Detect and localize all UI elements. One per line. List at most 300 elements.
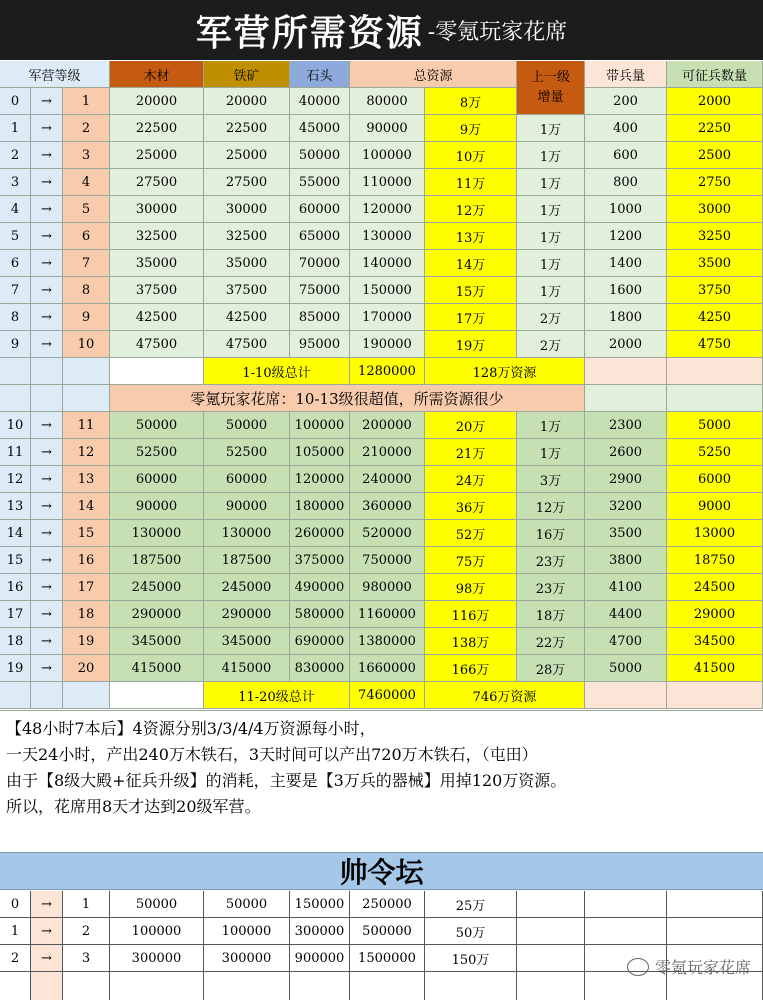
note-line: 一天24小时，产出240万木铁石，3天时间可以产出720万木铁石，（屯田） [6,745,538,764]
row-b-to: 15 [63,520,110,547]
row-a-troops: 1200 [585,223,667,250]
row-b-iron: 130000 [204,520,290,547]
row-a-recruit: 3250 [667,223,763,250]
command-altar-title: 帅令坛 [0,852,763,890]
cmd-row-cell: 50000 [204,891,290,918]
row-b-troops: 3500 [585,520,667,547]
row-b-iron: 50000 [204,412,290,439]
row-a-recruit: 2500 [667,142,763,169]
row-b-arrow: → [31,547,63,574]
row-b-increase: 12万 [517,493,585,520]
row-a-total: 110000 [350,169,425,196]
sum-b-pad [667,682,763,709]
watermark [627,955,751,978]
row-a-arrow: → [31,142,63,169]
row-a-to: 3 [63,142,110,169]
row-a-iron: 30000 [204,196,290,223]
header-increase: 上一级 增量 [517,61,585,115]
row-b-recruit: 29000 [667,601,763,628]
row-b-stone: 580000 [290,601,350,628]
row-a-total: 90000 [350,115,425,142]
row-b-to: 19 [63,628,110,655]
row-a-stone: 45000 [290,115,350,142]
header-iron: 铁矿 [204,61,290,88]
row-b-increase: 1万 [517,412,585,439]
row-b-total-wan: 21万 [425,439,517,466]
row-a-iron: 25000 [204,142,290,169]
sum-a-pad [63,358,110,385]
row-a-wood: 35000 [110,250,204,277]
cmd-row-cell: 900000 [290,945,350,972]
row-b-recruit: 13000 [667,520,763,547]
row-b-total-wan: 20万 [425,412,517,439]
row-b-to: 16 [63,547,110,574]
row-b-arrow: → [31,601,63,628]
row-a-wood: 20000 [110,88,204,115]
row-a-to: 9 [63,304,110,331]
row-a-recruit: 4750 [667,331,763,358]
row-b-from: 17 [0,601,31,628]
row-b-troops: 3800 [585,547,667,574]
row-b-total-wan: 52万 [425,520,517,547]
row-b-from: 11 [0,439,31,466]
banner-pad [0,385,31,412]
cmd-row-cell: 300000 [290,918,350,945]
row-b-total: 210000 [350,439,425,466]
row-a-wood: 47500 [110,331,204,358]
row-b-from: 12 [0,466,31,493]
note-line: 【48小时7本后】4资源分别3/3/4/4万资源每小时， [6,719,376,738]
row-a-stone: 65000 [290,223,350,250]
cmd-row-cell: 50万 [425,918,517,945]
row-b-total: 1660000 [350,655,425,682]
title-main: 军营所需资源 [195,11,424,54]
row-b-to: 12 [63,439,110,466]
row-a-iron: 37500 [204,277,290,304]
row-b-total-wan: 116万 [425,601,517,628]
cmd-row-cell: 2 [63,918,110,945]
row-a-arrow: → [31,223,63,250]
banner-pad [63,385,110,412]
cmd-row-cell: 2 [0,945,31,972]
row-b-arrow: → [31,439,63,466]
row-a-recruit: 3500 [667,250,763,277]
row-b-recruit: 6000 [667,466,763,493]
sum-a-label: 1-10级总计 [204,358,350,385]
row-b-increase: 18万 [517,601,585,628]
row-a-iron: 42500 [204,304,290,331]
row-a-troops: 200 [585,88,667,115]
row-b-stone: 690000 [290,628,350,655]
watermark-text: 零氪玩家花席 [654,958,751,977]
row-a-arrow: → [31,115,63,142]
row-a-arrow: → [31,304,63,331]
row-b-to: 17 [63,574,110,601]
row-b-total-wan: 138万 [425,628,517,655]
row-b-stone: 490000 [290,574,350,601]
row-a-total: 140000 [350,250,425,277]
row-a-stone: 55000 [290,169,350,196]
header-wood: 木材 [110,61,204,88]
cmd-row-cell: → [31,918,63,945]
row-a-total: 120000 [350,196,425,223]
cmd-empty [290,972,350,1000]
row-a-stone: 60000 [290,196,350,223]
note-line: 所以，花席用8天才达到20级军营。 [6,797,261,816]
row-a-troops: 1800 [585,304,667,331]
row-a-increase: 2万 [517,304,585,331]
row-a-total-wan: 15万 [425,277,517,304]
row-a-total-wan: 10万 [425,142,517,169]
row-a-to: 6 [63,223,110,250]
header-level: 军营等级 [0,61,110,88]
row-b-increase: 23万 [517,547,585,574]
row-b-total: 1380000 [350,628,425,655]
row-a-from: 8 [0,304,31,331]
row-b-total: 200000 [350,412,425,439]
row-a-increase: 1万 [517,169,585,196]
row-a-arrow: → [31,196,63,223]
row-b-troops: 2600 [585,439,667,466]
row-b-total: 1160000 [350,601,425,628]
row-a-wood: 42500 [110,304,204,331]
row-b-increase: 1万 [517,439,585,466]
row-b-stone: 180000 [290,493,350,520]
row-b-troops: 4400 [585,601,667,628]
row-a-total-wan: 17万 [425,304,517,331]
cmd-row-cell: 250000 [350,891,425,918]
cmd-row-cell: 100000 [204,918,290,945]
row-a-stone: 50000 [290,142,350,169]
row-a-from: 7 [0,277,31,304]
row-a-wood: 22500 [110,115,204,142]
row-b-wood: 60000 [110,466,204,493]
row-b-to: 20 [63,655,110,682]
sum-b-pad [0,682,31,709]
row-a-stone: 75000 [290,277,350,304]
row-b-from: 15 [0,547,31,574]
cmd-empty [110,972,204,1000]
header-stone: 石头 [290,61,350,88]
cmd-row-cell: 25万 [425,891,517,918]
row-b-iron: 187500 [204,547,290,574]
banner-pad [667,385,763,412]
row-a-total-wan: 8万 [425,88,517,115]
cmd-row-cell: 3 [63,945,110,972]
wechat-icon [627,958,649,976]
row-b-recruit: 34500 [667,628,763,655]
row-a-wood: 37500 [110,277,204,304]
row-a-to: 10 [63,331,110,358]
row-a-recruit: 2750 [667,169,763,196]
row-b-wood: 50000 [110,412,204,439]
row-a-increase: 1万 [517,250,585,277]
row-a-iron: 47500 [204,331,290,358]
row-a-total-wan: 11万 [425,169,517,196]
row-b-troops: 3200 [585,493,667,520]
row-b-from: 14 [0,520,31,547]
row-b-total-wan: 166万 [425,655,517,682]
row-b-arrow: → [31,574,63,601]
row-b-iron: 90000 [204,493,290,520]
row-a-total-wan: 13万 [425,223,517,250]
row-a-total-wan: 12万 [425,196,517,223]
row-a-from: 4 [0,196,31,223]
row-b-total: 240000 [350,466,425,493]
cmd-row-cell [585,918,667,945]
row-a-wood: 32500 [110,223,204,250]
row-a-to: 4 [63,169,110,196]
title-sub: -零氪玩家花席 [427,19,568,45]
sum-a-wan: 128万资源 [425,358,585,385]
row-a-recruit: 3000 [667,196,763,223]
sum-a-pad [0,358,31,385]
row-b-from: 18 [0,628,31,655]
row-b-troops: 4700 [585,628,667,655]
row-b-from: 16 [0,574,31,601]
row-a-total-wan: 19万 [425,331,517,358]
row-b-wood: 90000 [110,493,204,520]
header-recruit: 可征兵数量 [667,61,763,88]
row-b-wood: 187500 [110,547,204,574]
cmd-empty [0,972,31,1000]
header-total: 总资源 [350,61,517,88]
row-b-recruit: 5000 [667,412,763,439]
row-a-increase: 1万 [517,277,585,304]
row-a-increase: 1万 [517,223,585,250]
cmd-row-cell: 1500000 [350,945,425,972]
row-b-troops: 2900 [585,466,667,493]
row-a-troops: 1000 [585,196,667,223]
row-b-stone: 260000 [290,520,350,547]
row-b-stone: 830000 [290,655,350,682]
sum-b-label: 11-20级总计 [204,682,350,709]
row-a-recruit: 2000 [667,88,763,115]
row-a-total: 80000 [350,88,425,115]
row-a-total: 130000 [350,223,425,250]
cmd-row-cell: 100000 [110,918,204,945]
banner-text: 零氪玩家花席：10-13级很超值，所需资源很少 [110,385,585,412]
cmd-row-cell: 50000 [110,891,204,918]
page-title [0,0,763,60]
row-b-increase: 22万 [517,628,585,655]
row-a-from: 5 [0,223,31,250]
row-b-wood: 130000 [110,520,204,547]
row-a-wood: 25000 [110,142,204,169]
sum-b-pad [63,682,110,709]
row-b-arrow: → [31,628,63,655]
row-b-troops: 4100 [585,574,667,601]
row-a-total-wan: 9万 [425,115,517,142]
row-b-total: 520000 [350,520,425,547]
row-b-troops: 2300 [585,412,667,439]
banner-pad [31,385,63,412]
row-b-total: 360000 [350,493,425,520]
row-b-from: 13 [0,493,31,520]
cmd-row-cell: 150000 [290,891,350,918]
row-b-recruit: 18750 [667,547,763,574]
cmd-row-cell [517,891,585,918]
sum-b-pad [31,682,63,709]
row-b-recruit: 41500 [667,655,763,682]
sum-b-pad [585,682,667,709]
header-troops: 带兵量 [585,61,667,88]
cmd-empty [350,972,425,1000]
cmd-row-cell [517,945,585,972]
cmd-row-cell: 0 [0,891,31,918]
row-b-from: 10 [0,412,31,439]
row-b-recruit: 24500 [667,574,763,601]
row-b-to: 13 [63,466,110,493]
row-b-increase: 3万 [517,466,585,493]
row-b-arrow: → [31,412,63,439]
row-b-total: 750000 [350,547,425,574]
row-a-recruit: 4250 [667,304,763,331]
row-b-wood: 415000 [110,655,204,682]
row-b-iron: 290000 [204,601,290,628]
row-a-to: 7 [63,250,110,277]
row-b-iron: 60000 [204,466,290,493]
row-a-total: 150000 [350,277,425,304]
row-a-arrow: → [31,88,63,115]
row-a-recruit: 2250 [667,115,763,142]
row-b-arrow: → [31,493,63,520]
cmd-row-cell: 150万 [425,945,517,972]
row-b-to: 11 [63,412,110,439]
cmd-empty [204,972,290,1000]
row-a-iron: 27500 [204,169,290,196]
row-a-troops: 800 [585,169,667,196]
row-b-to: 18 [63,601,110,628]
row-a-recruit: 3750 [667,277,763,304]
row-a-stone: 40000 [290,88,350,115]
row-a-iron: 32500 [204,223,290,250]
row-b-increase: 16万 [517,520,585,547]
cmd-empty [63,972,110,1000]
cmd-row-cell [667,918,763,945]
row-b-wood: 52500 [110,439,204,466]
row-a-stone: 70000 [290,250,350,277]
row-a-wood: 27500 [110,169,204,196]
row-a-to: 8 [63,277,110,304]
cmd-row-cell [667,891,763,918]
cmd-row-cell: → [31,945,63,972]
row-b-stone: 100000 [290,412,350,439]
row-a-from: 9 [0,331,31,358]
row-a-from: 2 [0,142,31,169]
row-b-wood: 245000 [110,574,204,601]
row-b-iron: 245000 [204,574,290,601]
row-a-increase: 1万 [517,196,585,223]
row-a-iron: 20000 [204,88,290,115]
row-b-wood: 290000 [110,601,204,628]
cmd-empty [425,972,517,1000]
row-b-iron: 415000 [204,655,290,682]
row-b-recruit: 9000 [667,493,763,520]
row-a-iron: 22500 [204,115,290,142]
row-a-to: 2 [63,115,110,142]
sum-a-value: 1280000 [350,358,425,385]
cmd-row-cell: 500000 [350,918,425,945]
cmd-row-cell [517,918,585,945]
row-b-iron: 52500 [204,439,290,466]
row-a-stone: 85000 [290,304,350,331]
row-a-total: 170000 [350,304,425,331]
banner-pad [585,385,667,412]
row-a-troops: 600 [585,142,667,169]
row-a-total-wan: 14万 [425,250,517,277]
row-a-to: 5 [63,196,110,223]
row-a-from: 1 [0,115,31,142]
row-a-to: 1 [63,88,110,115]
cmd-row-cell: 300000 [110,945,204,972]
row-a-stone: 95000 [290,331,350,358]
row-b-increase: 28万 [517,655,585,682]
row-a-from: 6 [0,250,31,277]
row-a-from: 0 [0,88,31,115]
row-a-arrow: → [31,277,63,304]
row-b-to: 14 [63,493,110,520]
row-b-increase: 23万 [517,574,585,601]
row-b-arrow: → [31,520,63,547]
row-b-arrow: → [31,655,63,682]
row-b-total-wan: 24万 [425,466,517,493]
row-b-recruit: 5250 [667,439,763,466]
sum-a-pad [667,358,763,385]
cmd-row-cell: → [31,891,63,918]
row-a-wood: 30000 [110,196,204,223]
cmd-empty [517,972,585,1000]
row-a-increase: 1万 [517,115,585,142]
row-b-iron: 345000 [204,628,290,655]
row-a-total: 100000 [350,142,425,169]
row-a-from: 3 [0,169,31,196]
cmd-row-cell: 1 [63,891,110,918]
row-a-arrow: → [31,331,63,358]
cmd-empty [31,972,63,1000]
row-b-arrow: → [31,466,63,493]
row-b-from: 19 [0,655,31,682]
row-a-troops: 1400 [585,250,667,277]
row-b-stone: 105000 [290,439,350,466]
row-b-wood: 345000 [110,628,204,655]
row-a-arrow: → [31,250,63,277]
row-b-total-wan: 36万 [425,493,517,520]
row-a-arrow: → [31,169,63,196]
sum-a-blank [110,358,204,385]
sum-b-blank [110,682,204,709]
row-b-total-wan: 75万 [425,547,517,574]
row-a-troops: 2000 [585,331,667,358]
cmd-row-cell: 1 [0,918,31,945]
row-b-total-wan: 98万 [425,574,517,601]
sum-a-pad [585,358,667,385]
row-b-stone: 375000 [290,547,350,574]
row-a-troops: 400 [585,115,667,142]
row-a-troops: 1600 [585,277,667,304]
row-a-total: 190000 [350,331,425,358]
row-b-stone: 120000 [290,466,350,493]
row-a-increase: 2万 [517,331,585,358]
note-line: 由于【8级大殿+征兵升级】的消耗，主要是【3万兵的器械】用掉120万资源。 [6,771,567,790]
cmd-row-cell [585,891,667,918]
sum-b-value: 7460000 [350,682,425,709]
row-b-troops: 5000 [585,655,667,682]
sum-a-pad [31,358,63,385]
sum-b-wan: 746万资源 [425,682,585,709]
row-a-iron: 35000 [204,250,290,277]
cmd-row-cell: 300000 [204,945,290,972]
